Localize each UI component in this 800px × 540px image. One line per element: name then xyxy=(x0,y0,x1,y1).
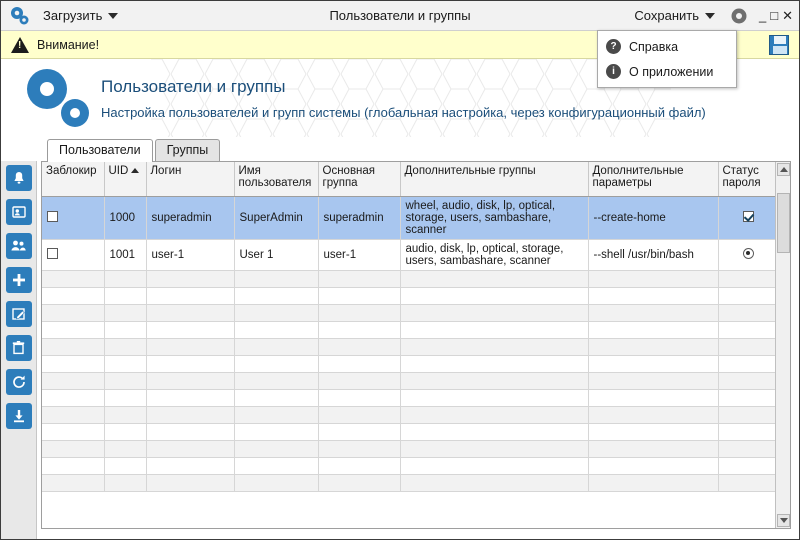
cell-empty xyxy=(588,338,718,355)
cell-empty xyxy=(104,389,146,406)
warning-text: Внимание! xyxy=(37,37,100,52)
menu-item-about-label: О приложении xyxy=(629,64,714,79)
column-header-username[interactable] xyxy=(234,162,318,196)
cell-empty xyxy=(588,270,718,287)
page-subtitle: Настройка пользователей и групп системы (глобальная настройка, через конфигурационный файл) xyxy=(101,104,706,120)
cell-empty xyxy=(318,406,400,423)
column-header-password-status[interactable] xyxy=(718,162,775,196)
table-row-empty xyxy=(42,474,775,491)
cell-empty xyxy=(400,440,588,457)
cell-empty xyxy=(104,338,146,355)
column-header-login[interactable] xyxy=(146,162,234,196)
scrollbar-track[interactable] xyxy=(777,177,790,513)
cell-empty xyxy=(104,372,146,389)
cell-empty xyxy=(318,321,400,338)
cell-empty xyxy=(104,287,146,304)
cell-empty xyxy=(588,440,718,457)
import-download-icon[interactable] xyxy=(6,403,32,429)
banner-gears-icon xyxy=(19,63,95,133)
cell-empty xyxy=(718,389,775,406)
cell-empty xyxy=(146,270,234,287)
cell-empty xyxy=(718,270,775,287)
cell-empty xyxy=(318,270,400,287)
column-header-uid[interactable] xyxy=(104,162,146,196)
cell-empty xyxy=(318,423,400,440)
scroll-down-button[interactable] xyxy=(777,514,790,527)
table-row-empty xyxy=(42,389,775,406)
cell-empty xyxy=(146,440,234,457)
load-menu-button[interactable] xyxy=(39,6,122,25)
table-row[interactable] xyxy=(42,196,775,239)
cell-empty xyxy=(104,423,146,440)
content-area xyxy=(1,161,799,539)
column-label: Статус пароля xyxy=(722,165,761,189)
cell-username: User 1 xyxy=(234,239,318,270)
cell-empty xyxy=(146,423,234,440)
table-row[interactable] xyxy=(42,239,775,270)
edit-pencil-icon[interactable] xyxy=(6,301,32,327)
cell-empty xyxy=(400,372,588,389)
tab-groups[interactable]: Группы xyxy=(155,139,221,161)
tab-users[interactable]: Пользователи xyxy=(47,139,153,162)
cell-empty xyxy=(718,457,775,474)
cell-empty xyxy=(104,406,146,423)
info-icon: i xyxy=(606,64,621,79)
cell-empty xyxy=(42,355,104,372)
cell-blocked[interactable] xyxy=(42,239,104,270)
cell-empty xyxy=(42,423,104,440)
password-status-checkbox[interactable] xyxy=(743,211,754,222)
cell-empty xyxy=(104,457,146,474)
cell-empty xyxy=(718,372,775,389)
cell-empty xyxy=(718,355,775,372)
cell-empty xyxy=(42,389,104,406)
cell-empty xyxy=(234,406,318,423)
cell-empty xyxy=(588,304,718,321)
save-menu-button[interactable] xyxy=(630,6,719,25)
blocked-checkbox[interactable] xyxy=(47,248,58,259)
cell-empty xyxy=(400,338,588,355)
cell-empty xyxy=(588,474,718,491)
maximize-button[interactable]: □ xyxy=(770,8,779,23)
cell-empty xyxy=(234,440,318,457)
cell-empty xyxy=(42,406,104,423)
cell-empty xyxy=(42,304,104,321)
cell-blocked[interactable] xyxy=(42,196,104,239)
cell-empty xyxy=(234,457,318,474)
column-label: Дополнительные параметры xyxy=(592,165,684,189)
cell-empty xyxy=(318,355,400,372)
warning-triangle-icon xyxy=(11,37,29,53)
column-header-extra-params[interactable] xyxy=(588,162,718,196)
cell-empty xyxy=(400,406,588,423)
cell-empty xyxy=(104,270,146,287)
users-table xyxy=(42,162,775,492)
sort-ascending-icon xyxy=(131,168,139,173)
cell-empty xyxy=(146,457,234,474)
cell-empty xyxy=(400,423,588,440)
cell-extra-groups: audio, disk, lp, optical, storage, users, sambashare, scanner xyxy=(400,239,588,270)
add-plus-icon[interactable] xyxy=(6,267,32,293)
settings-dropdown-menu[interactable] xyxy=(597,30,737,88)
scrollbar-thumb[interactable] xyxy=(777,193,790,253)
cell-empty xyxy=(400,270,588,287)
menu-item-help[interactable] xyxy=(598,34,736,59)
cell-empty xyxy=(718,287,775,304)
cell-password-status[interactable] xyxy=(718,239,775,270)
table-row-empty xyxy=(42,321,775,338)
cell-empty xyxy=(400,287,588,304)
cell-empty xyxy=(104,355,146,372)
cell-login: user-1 xyxy=(146,239,234,270)
cell-main-group: user-1 xyxy=(318,239,400,270)
cell-extra-params: --create-home xyxy=(588,196,718,239)
minimize-button[interactable]: _ xyxy=(759,8,767,23)
cell-empty xyxy=(104,440,146,457)
cell-empty xyxy=(588,389,718,406)
delete-trash-icon[interactable] xyxy=(6,335,32,361)
cell-uid: 1001 xyxy=(104,239,146,270)
cell-empty xyxy=(42,338,104,355)
cell-empty xyxy=(146,372,234,389)
cell-empty xyxy=(400,474,588,491)
cell-extra-params: --shell /usr/bin/bash xyxy=(588,239,718,270)
cell-empty xyxy=(318,474,400,491)
cell-empty xyxy=(146,321,234,338)
cell-empty xyxy=(146,389,234,406)
password-status-radio[interactable] xyxy=(743,248,754,259)
cell-empty xyxy=(400,321,588,338)
users-table-container xyxy=(41,161,791,529)
cell-empty xyxy=(234,474,318,491)
cell-empty xyxy=(318,338,400,355)
table-scroll-area xyxy=(42,162,790,528)
column-label: Логин xyxy=(150,165,182,177)
cell-empty xyxy=(718,474,775,491)
cell-empty xyxy=(234,287,318,304)
column-header-main-group[interactable] xyxy=(318,162,400,196)
cell-empty xyxy=(588,423,718,440)
cell-empty xyxy=(588,457,718,474)
cell-empty xyxy=(234,389,318,406)
cell-empty xyxy=(234,338,318,355)
column-header-blocked[interactable] xyxy=(42,162,104,196)
table-row-empty xyxy=(42,457,775,474)
blocked-checkbox[interactable] xyxy=(47,211,58,222)
title-bar-left xyxy=(1,5,122,27)
cell-empty xyxy=(588,372,718,389)
cell-empty xyxy=(42,287,104,304)
cell-login: superadmin xyxy=(146,196,234,239)
cell-empty xyxy=(400,457,588,474)
cell-empty xyxy=(104,321,146,338)
scroll-up-button[interactable] xyxy=(777,163,790,176)
cell-empty xyxy=(400,304,588,321)
cell-empty xyxy=(234,372,318,389)
column-label: Дополнительные группы xyxy=(404,165,536,177)
tab-bar xyxy=(1,137,799,161)
cell-empty xyxy=(718,423,775,440)
table-header-row xyxy=(42,162,775,196)
gears-icon xyxy=(9,5,31,27)
cell-empty xyxy=(318,440,400,457)
column-label: Заблокир xyxy=(46,165,97,177)
cell-empty xyxy=(42,457,104,474)
cell-empty xyxy=(588,355,718,372)
cell-empty xyxy=(718,440,775,457)
cell-uid: 1000 xyxy=(104,196,146,239)
table-row-empty xyxy=(42,338,775,355)
user-card-icon[interactable] xyxy=(6,199,32,225)
cell-empty xyxy=(718,406,775,423)
cell-main-group: superadmin xyxy=(318,196,400,239)
close-button[interactable]: ✕ xyxy=(782,8,793,23)
cell-empty xyxy=(42,372,104,389)
table-row-empty xyxy=(42,406,775,423)
cell-empty xyxy=(234,304,318,321)
column-label: Имя пользователя xyxy=(238,165,312,189)
notifications-bell-icon[interactable] xyxy=(6,165,32,191)
table-row-empty xyxy=(42,304,775,321)
cell-empty xyxy=(718,321,775,338)
cell-extra-groups: wheel, audio, disk, lp, optical, storage, users, sambashare, scanner xyxy=(400,196,588,239)
cell-password-status[interactable] xyxy=(718,196,775,239)
load-menu-label: Загрузить xyxy=(43,8,103,23)
cell-empty xyxy=(400,355,588,372)
cell-empty xyxy=(588,287,718,304)
cell-empty xyxy=(42,321,104,338)
cell-empty xyxy=(42,474,104,491)
cell-empty xyxy=(318,372,400,389)
cell-empty xyxy=(234,321,318,338)
cell-empty xyxy=(318,287,400,304)
cell-empty xyxy=(146,304,234,321)
cell-empty xyxy=(718,338,775,355)
chevron-down-icon xyxy=(705,13,715,19)
menu-item-about[interactable] xyxy=(598,59,736,84)
menu-item-help-label: Справка xyxy=(629,39,679,54)
cell-empty xyxy=(146,338,234,355)
table-row-empty xyxy=(42,287,775,304)
table-row-empty xyxy=(42,440,775,457)
cell-empty xyxy=(146,474,234,491)
cell-empty xyxy=(718,304,775,321)
cell-empty xyxy=(234,355,318,372)
group-users-icon[interactable] xyxy=(6,233,32,259)
cell-username: SuperAdmin xyxy=(234,196,318,239)
title-bar-right xyxy=(630,6,799,26)
column-label: UID xyxy=(108,165,129,177)
page-title: Пользователи и группы xyxy=(101,76,286,96)
cell-empty xyxy=(588,406,718,423)
cell-empty xyxy=(400,389,588,406)
cell-empty xyxy=(318,304,400,321)
table-row-empty xyxy=(42,423,775,440)
cell-empty xyxy=(104,304,146,321)
settings-gear-icon[interactable] xyxy=(729,6,749,26)
cell-empty xyxy=(234,423,318,440)
cell-empty xyxy=(42,440,104,457)
cell-empty xyxy=(234,270,318,287)
column-header-extra-groups[interactable] xyxy=(400,162,588,196)
cell-empty xyxy=(146,355,234,372)
cell-empty xyxy=(318,457,400,474)
save-menu-label: Сохранить xyxy=(634,8,699,23)
tool-sidebar xyxy=(1,161,37,539)
column-label: Основная группа xyxy=(322,165,376,189)
title-bar xyxy=(1,1,799,31)
cell-empty xyxy=(318,389,400,406)
table-columns xyxy=(42,162,775,528)
refresh-icon[interactable] xyxy=(6,369,32,395)
table-body xyxy=(42,196,775,491)
window-title: Пользователи и группы xyxy=(329,8,471,23)
table-row-empty xyxy=(42,355,775,372)
table-row-empty xyxy=(42,372,775,389)
cell-empty xyxy=(42,270,104,287)
question-icon: ? xyxy=(606,39,621,54)
table-row-empty xyxy=(42,270,775,287)
window-controls xyxy=(759,9,793,22)
cell-empty xyxy=(104,474,146,491)
vertical-scrollbar[interactable] xyxy=(775,162,790,528)
cell-empty xyxy=(588,321,718,338)
cell-empty xyxy=(146,406,234,423)
chevron-down-icon xyxy=(108,13,118,19)
floppy-save-icon[interactable] xyxy=(769,35,789,55)
cell-empty xyxy=(146,287,234,304)
